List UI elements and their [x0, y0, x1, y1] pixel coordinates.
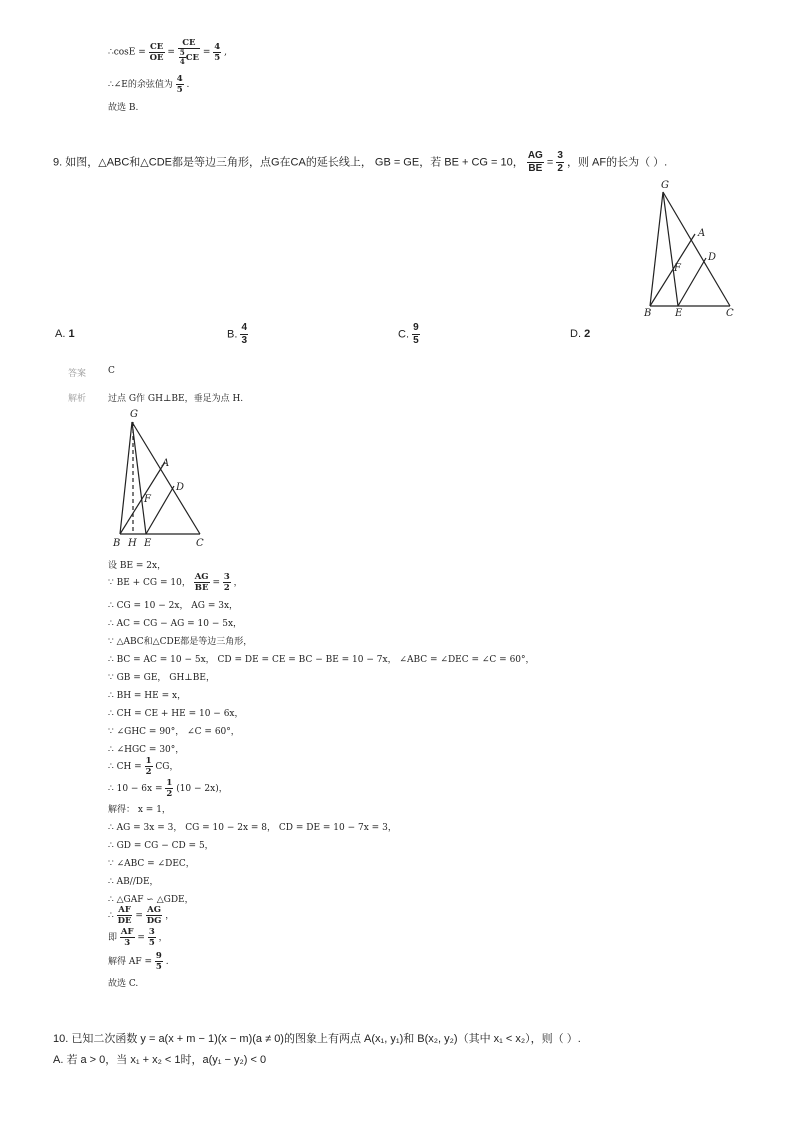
analysis-line: ∵ BE + CG = 10， $\frac{AG}{BE}$ = $\frac{3}{2}$ ， [108, 572, 243, 593]
analysis-line: ∴ BH = HE = x， [108, 691, 187, 701]
segment-ge [663, 192, 678, 306]
fraction: $\frac{AG}{BE}$ [527, 150, 543, 174]
question-9-figure [636, 178, 746, 318]
analysis-line: 解得 AF = $\frac{9}{5}$ . [108, 951, 169, 972]
fraction: $\frac{3}{5}$ [148, 927, 155, 948]
label-g: G [130, 409, 138, 420]
fraction-nested: CE $\frac{5}{4}$ CE [179, 38, 199, 66]
analysis-line: ∴ 10 − 6x = $\frac{1}{2}$ (10 − 2x)， [108, 778, 228, 799]
analysis-line: ∴ $\frac{AF}{DE}$ = $\frac{AG}{DG}$ ， [108, 905, 175, 926]
question-9-stem: 9. 如图，△ABC和△CDE都是等边三角形，点G在CA的延长线上， GB = GE，若 BE + CG = 10， $\frac{AG}{BE}$ = $\frac{3}{2}$ ，则 AF的长为（ ）. [53, 150, 668, 174]
analysis-label: 解析 [68, 393, 87, 403]
label-a: A [698, 228, 706, 239]
analysis-line: ∴ ∠HGC = 30°， [108, 745, 185, 755]
answer-label: 答案 [68, 368, 87, 378]
label-b: B [644, 308, 652, 318]
fraction: $\frac{AF}{3}$ [120, 927, 134, 948]
label-a: A [162, 458, 170, 469]
label-c: C [726, 308, 734, 318]
analysis-intro: 过点 G作 GH⊥BE，垂足为点 H. [108, 394, 244, 404]
label-h: H [128, 538, 137, 549]
analysis-line: ∵ GB = GE， GH⊥BE， [108, 673, 215, 683]
fraction: $\frac{4}{5}$ [176, 74, 183, 95]
analysis-line: ∴ AG = 3x = 3， CG = 10 − 2x = 8， CD = DE = 10 − 7x = 3， [108, 823, 397, 833]
answer-value: C [108, 366, 115, 376]
fraction: $\frac{CE}{OE}$ [149, 41, 164, 63]
fraction: $\frac{AF}{DE}$ [117, 905, 132, 926]
top-solution-line2: ∴∠E的余弦值为 $\frac{4}{5}$ . [108, 74, 190, 95]
question-10-option-a[interactable]: A. 若 a > 0，当 x₁ + x₂ < 1时，a(y₁ − y₂) < 0 [53, 1054, 267, 1066]
label-g: G [661, 180, 669, 191]
label-c: C [196, 538, 204, 549]
segment-ed [678, 258, 706, 306]
analysis-line: ∴ AB//DE， [108, 877, 159, 887]
fraction: $\frac{4}{3}$ [241, 322, 248, 346]
question-10-stem: 10. 已知二次函数 y = a(x + m − 1)(x − m)(a ≠ 0)的图象上有两点 A(x₁, y₁)和 B(x₂, y₂)（其中 x₁ < x₂），则（ ）. [53, 1033, 581, 1045]
option-c[interactable]: C. $\frac{9}{5}$ [398, 322, 419, 346]
analysis-line: 设 BE = 2x， [108, 561, 167, 571]
segment-ge [132, 422, 146, 534]
label-d: D [708, 252, 717, 263]
analysis-line: ∴ CG = 10 − 2x， AG = 3x， [108, 601, 239, 611]
fraction: $\frac{9}{5}$ [155, 951, 162, 972]
label-e: E [144, 538, 152, 549]
fraction: $\frac{9}{5}$ [413, 322, 419, 346]
option-a[interactable]: A. 1 [55, 328, 75, 340]
fraction: $\frac{1}{2}$ [166, 778, 173, 799]
segment-gc [132, 422, 200, 534]
analysis-figure [110, 406, 220, 551]
segment-gc [663, 192, 730, 306]
top-solution-conclusion: 故选 B. [108, 103, 139, 113]
analysis-conclusion: 故选 C. [108, 979, 139, 989]
analysis-line: ∴ CH = CE + HE = 10 − 6x， [108, 709, 244, 719]
label-f: F [144, 494, 151, 505]
option-b[interactable]: B. $\frac{4}{3}$ [227, 322, 248, 346]
label-e: E [675, 308, 683, 318]
analysis-line: 即 $\frac{AF}{3}$ = $\frac{3}{5}$ ， [108, 927, 168, 948]
analysis-line: ∴ CH = $\frac{1}{2}$ CG， [108, 756, 179, 777]
fraction: $\frac{3}{2}$ [223, 572, 230, 593]
label-d: D [176, 482, 185, 493]
analysis-line: 解得： x = 1， [108, 805, 171, 815]
label-b: B [113, 538, 121, 549]
analysis-line: ∴ △GAF ∽ △GDE， [108, 895, 194, 905]
option-d[interactable]: D. 2 [570, 328, 591, 340]
fraction: $\frac{1}{2}$ [145, 756, 152, 777]
fraction: $\frac{4}{5}$ [214, 41, 221, 63]
analysis-line: ∵ △ABC和△CDE都是等边三角形， [108, 637, 253, 647]
fraction: $\frac{AG}{BE}$ [194, 572, 209, 593]
top-solution-line1: ∴cosE = $\frac{CE}{OE}$ = CE $\frac{5}{4}$ CE = $\frac{4}{5}$ , [108, 38, 227, 66]
analysis-line: ∴ BC = AC = 10 − 5x， CD = DE = CE = BC − BE = 10 − 7x， ∠ABC = ∠DEC = ∠C = 60°， [108, 655, 535, 665]
analysis-line: ∴ GD = CG − CD = 5， [108, 841, 214, 851]
fraction: $\frac{AG}{DG}$ [146, 905, 162, 926]
analysis-line: ∵ ∠ABC = ∠DEC， [108, 859, 195, 869]
analysis-line: ∵ ∠GHC = 90°， ∠C = 60°， [108, 727, 240, 737]
analysis-line: ∴ AC = CG − AG = 10 − 5x， [108, 619, 243, 629]
fraction: $\frac{3}{2}$ [557, 150, 563, 174]
label-f: F [674, 263, 681, 274]
